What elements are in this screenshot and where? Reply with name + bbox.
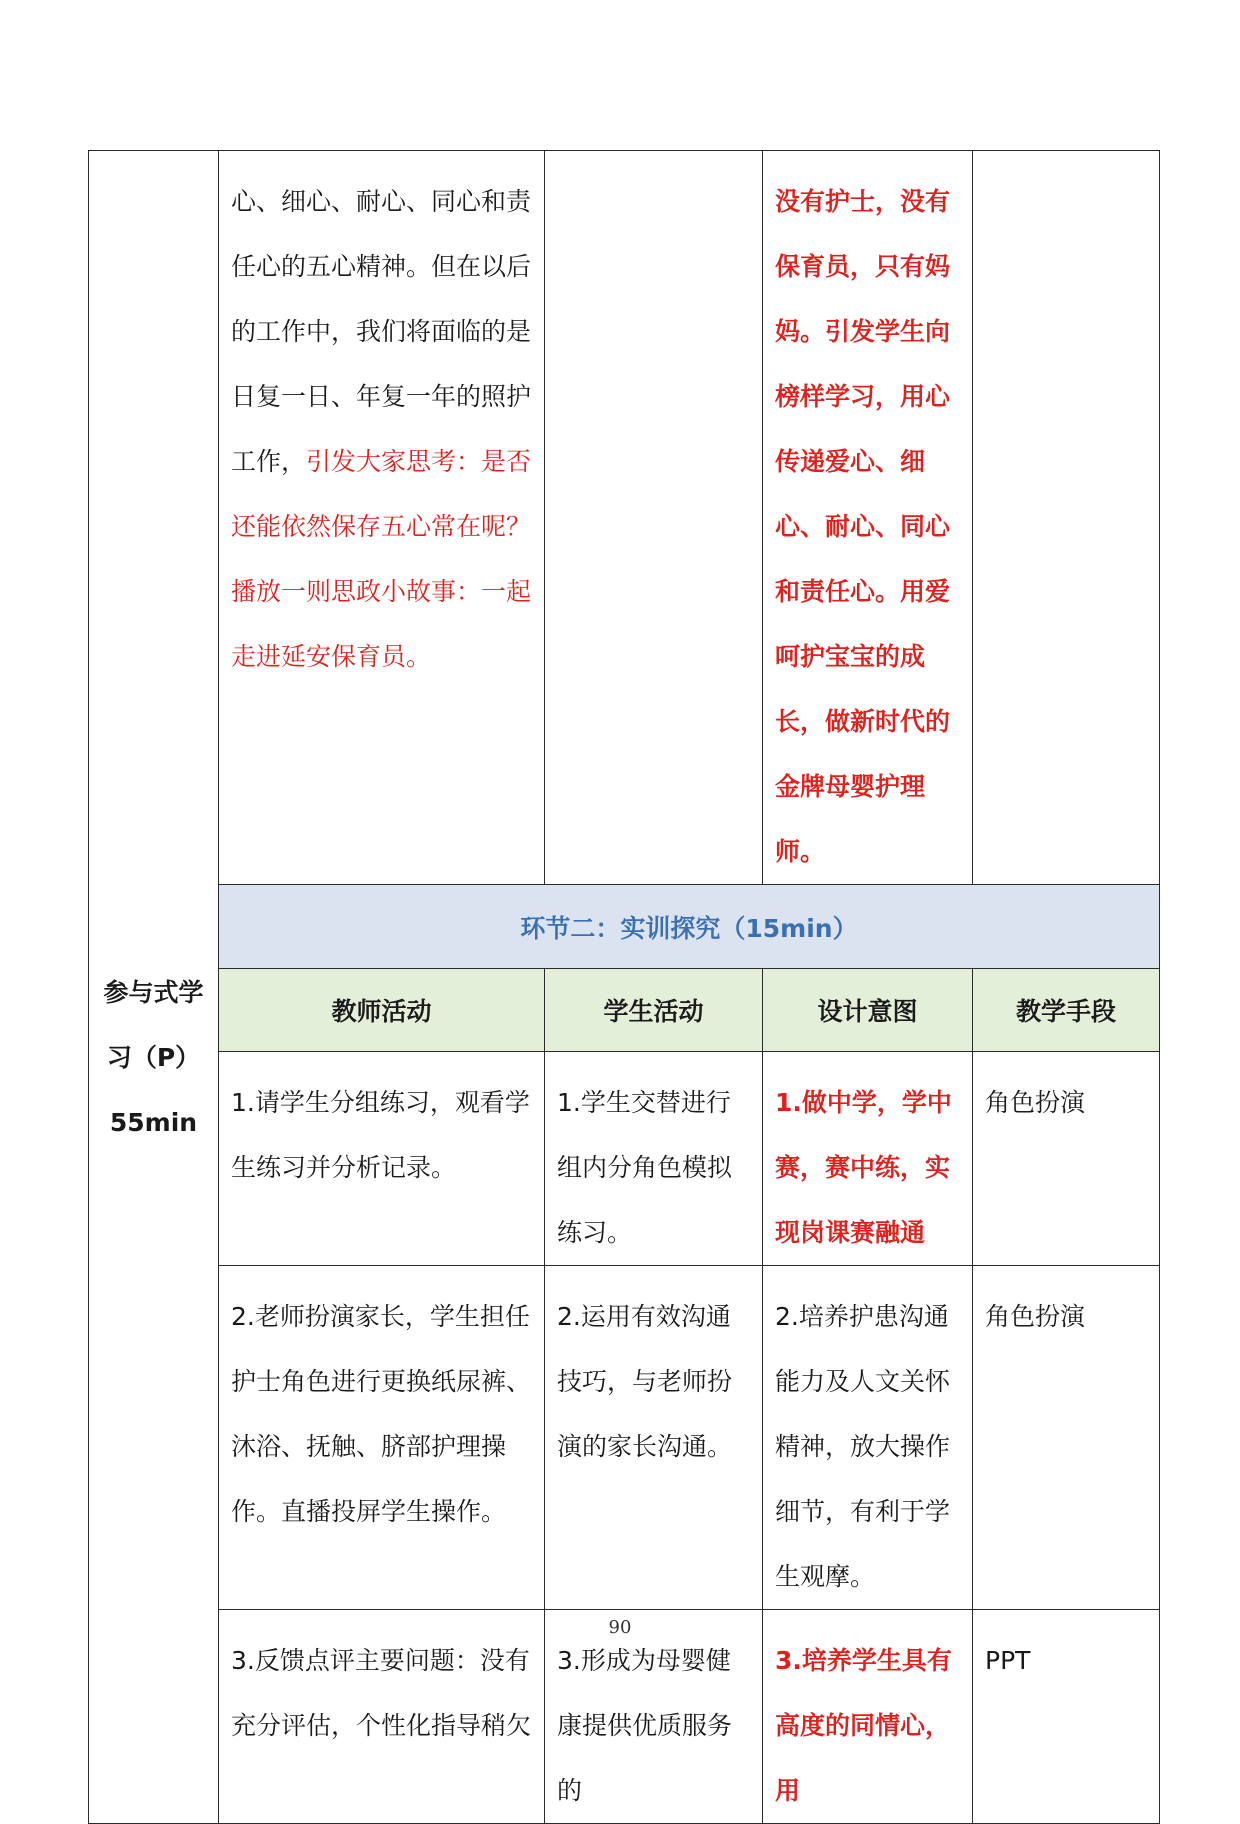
row2-teacher-text: 2.老师扮演家长，学生担任护士角色进行更换纸尿裤、沐浴、抚触、脐部护理操作。直播投屏学生操作。 [231, 1302, 532, 1526]
row3-means-cell [973, 1610, 1160, 1824]
row3-student-cell [545, 1610, 763, 1824]
intro-means-text [973, 151, 1159, 169]
header-teacher: 教师活动 [219, 969, 545, 1052]
intro-student-cell [545, 151, 763, 885]
row1-student-cell [545, 1052, 763, 1266]
row1-teacher-text: 1.请学生分组练习，观看学生练习并分析记录。 [231, 1088, 530, 1182]
table-row [89, 1610, 1160, 1824]
row1-design-cell [763, 1052, 973, 1266]
intro-design-cell [763, 151, 973, 885]
row1-teacher-cell [219, 1052, 545, 1266]
stage-duration: 55min [109, 1107, 198, 1137]
row2-student-cell [545, 1266, 763, 1610]
intro-teacher-highlight: 引发大家思考：是否还能依然保存五心常在呢？播放一则思政小故事：一起走进延安保育员。 [231, 447, 532, 671]
intro-teacher-text: 心、细心、耐心、同心和责任心的五心精神。但在以后的工作中，我们将面临的是日复一日、年复一年的照护工作， [231, 187, 532, 476]
header-student: 学生活动 [545, 969, 763, 1052]
row2-teacher-cell [219, 1266, 545, 1610]
table-row [89, 1266, 1160, 1610]
row2-design-cell [763, 1266, 973, 1610]
row1-design-text: 1.做中学，学中赛，赛中练，实现岗课赛融通 [775, 1088, 952, 1247]
stage-label-line1: 参与式学 [103, 977, 204, 1007]
lesson-plan-table [88, 150, 1160, 1824]
intro-student-text [545, 151, 762, 169]
intro-means-cell [973, 151, 1160, 885]
row3-means-text: PPT [985, 1646, 1031, 1675]
row2-means-text: 角色扮演 [985, 1302, 1086, 1331]
header-means: 教学手段 [973, 969, 1160, 1052]
intro-teacher-cell [219, 151, 545, 885]
page-number: 90 [608, 1617, 632, 1638]
row2-means-cell [973, 1266, 1160, 1610]
intro-design-text: 没有护士，没有保育员，只有妈妈。引发学生向榜样学习，用心传递爱心、细心、耐心、同心和责任心。用爱呵护宝宝的成长，做新时代的金牌母婴护理师。 [775, 187, 951, 866]
row3-design-text: 3.培养学生具有高度的同情心，用 [775, 1646, 952, 1805]
section-title: 环节二：实训探究（15min） [219, 885, 1160, 969]
stage-label-line2: 习（P） [106, 1042, 201, 1072]
row3-design-cell [763, 1610, 973, 1824]
row1-student-text: 1.学生交替进行组内分角色模拟练习。 [557, 1088, 733, 1247]
row1-means-text: 角色扮演 [985, 1088, 1086, 1117]
stage-label-cell [89, 151, 219, 1824]
row3-teacher-cell [219, 1610, 545, 1824]
row3-student-text: 3.形成为母婴健康提供优质服务的 [557, 1646, 733, 1805]
row2-design-text: 2.培养护患沟通能力及人文关怀精神，放大操作细节，有利于学生观摩。 [775, 1302, 951, 1591]
header-design: 设计意图 [763, 969, 973, 1052]
row1-means-cell [973, 1052, 1160, 1266]
row2-student-text: 2.运用有效沟通技巧，与老师扮演的家长沟通。 [557, 1302, 733, 1461]
row3-teacher-text: 3.反馈点评主要问题：没有充分评估，个性化指导稍欠 [231, 1646, 532, 1740]
table-row [89, 1052, 1160, 1266]
